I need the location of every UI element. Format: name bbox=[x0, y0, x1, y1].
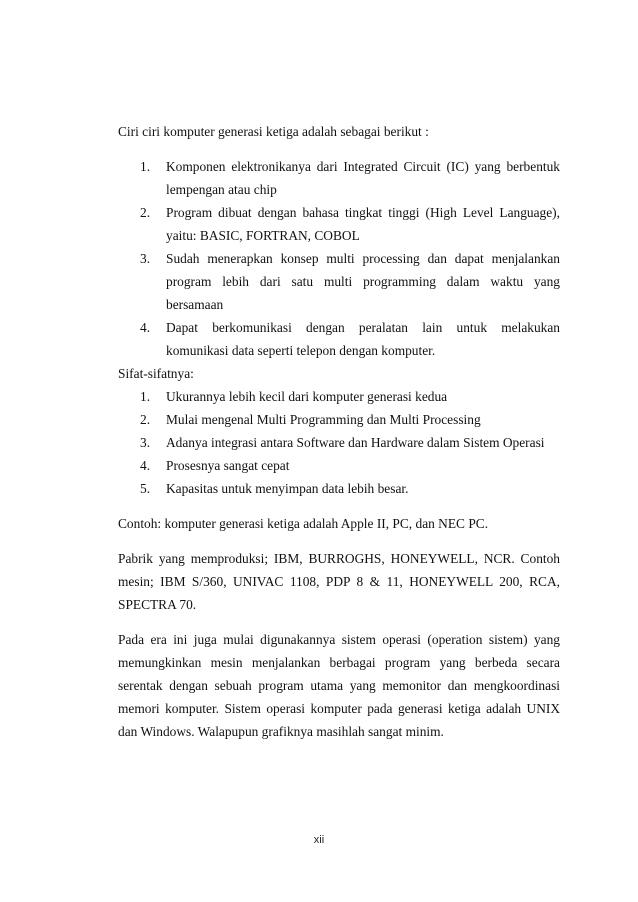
sifat-list-item: 5. Kapasitas untuk menyimpan data lebih besar. bbox=[118, 477, 560, 500]
list-item-text: Adanya integrasi antara Software dan Hardware dalam Sistem Operasi bbox=[166, 435, 545, 450]
ciri-list-item: 1. Komponen elektronikanya dari Integrated Circuit (IC) yang berbentuk lempengan atau chip bbox=[118, 155, 560, 201]
pabrik-paragraph: Pabrik yang memproduksi; IBM, BURROGHS, HONEYWELL, NCR. Contoh mesin; IBM S/360, UNIVAC 1108, PDP 8 & 11, HONEYWELL 200, RCA, SPECTRA 70. bbox=[118, 551, 560, 612]
sifat-list-item: 4. Prosesnya sangat cepat bbox=[118, 454, 560, 477]
page-number: xii bbox=[313, 834, 325, 846]
list-item-text: Kapasitas untuk menyimpan data lebih besar. bbox=[166, 481, 409, 496]
sifat-list-item: 1. Ukurannya lebih kecil dari komputer generasi kedua bbox=[118, 385, 560, 408]
ciri-list-item: 2. Program dibuat dengan bahasa tingkat tinggi (High Level Language), yaitu: BASIC, FORTRAN, COBOL bbox=[118, 201, 560, 247]
sifat-heading: Sifat-sifatnya: bbox=[118, 366, 194, 381]
sifat-list-item: 2. Mulai mengenal Multi Programming dan Multi Processing bbox=[118, 408, 560, 431]
list-item-text: Komponen elektronikanya dari Integrated Circuit (IC) yang berbentuk lempengan atau chip bbox=[166, 159, 560, 197]
ciri-list-item: 3. Sudah menerapkan konsep multi processing dan dapat menjalankan program lebih dari satu multi programming dalam waktu yang bersamaan bbox=[118, 247, 560, 316]
ciri-list-item: 4. Dapat berkomunikasi dengan peralatan lain untuk melakukan komunikasi data seperti telepon dengan komputer. bbox=[118, 316, 560, 362]
list-item-text: Sudah menerapkan konsep multi processing dan dapat menjalankan program lebih dari satu multi programming dalam waktu yang bersamaan bbox=[166, 251, 560, 312]
list-item-text: Program dibuat dengan bahasa tingkat tinggi (High Level Language), yaitu: BASIC, FORTRAN, COBOL bbox=[166, 205, 560, 243]
page-content bbox=[118, 120, 560, 743]
list-item-text: Prosesnya sangat cepat bbox=[166, 458, 290, 473]
list-item-text: Ukurannya lebih kecil dari komputer generasi kedua bbox=[166, 389, 448, 404]
intro-paragraph: Ciri ciri komputer generasi ketiga adalah sebagai berikut : bbox=[118, 124, 429, 139]
list-item-text: Dapat berkomunikasi dengan peralatan lain untuk melakukan komunikasi data seperti telepon dengan komputer. bbox=[166, 320, 560, 358]
contoh-paragraph: Contoh: komputer generasi ketiga adalah Apple II, PC, dan NEC PC. bbox=[118, 516, 489, 531]
sifat-list-item: 3. Adanya integrasi antara Software dan Hardware dalam Sistem Operasi bbox=[118, 431, 560, 454]
ciri-list bbox=[118, 155, 560, 362]
sifat-list bbox=[118, 385, 560, 500]
list-item-text: Mulai mengenal Multi Programming dan Multi Processing bbox=[166, 412, 481, 427]
operating-system-paragraph: Pada era ini juga mulai digunakannya sistem operasi (operation sistem) yang memungkinkan mesin menjalankan berbagai program yang berbeda secara serentak dengan sebuah program utama yang memonitor dan mengkoordinasi memori komputer. Sistem operasi komputer pada generasi ketiga adalah UNIX dan Windows. Walapupun grafiknya masihlah sangat minim. bbox=[118, 632, 560, 739]
